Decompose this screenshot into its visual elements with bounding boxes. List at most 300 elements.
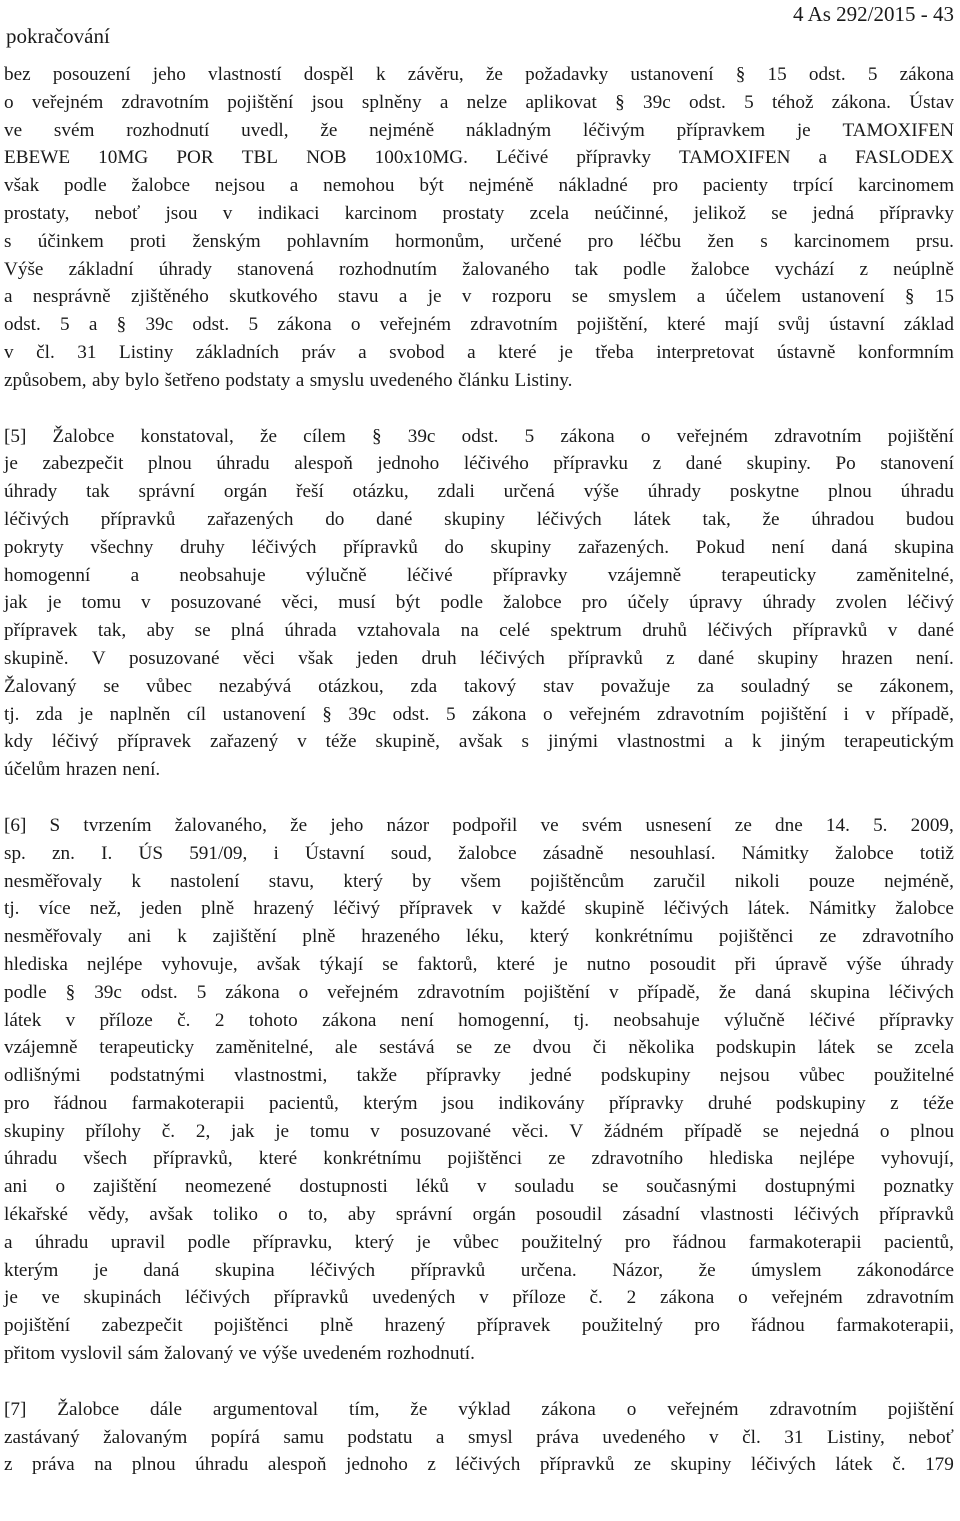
word: odst.: [689, 91, 726, 113]
word: které: [498, 341, 537, 363]
word: pojištěnci: [214, 1315, 289, 1337]
word: homogenní,: [458, 1009, 550, 1031]
word: indikovány: [498, 1092, 585, 1114]
word: takový: [463, 675, 517, 697]
word: dostupnými: [764, 1176, 856, 1198]
word: odst.: [808, 64, 846, 85]
word: V: [569, 1120, 584, 1142]
word: dané: [685, 453, 722, 475]
section-symbol: §: [371, 425, 382, 447]
word: usnesení: [645, 814, 712, 836]
word: proti: [129, 230, 167, 252]
word: č.: [177, 1009, 191, 1031]
word: pacientů,: [268, 1092, 339, 1114]
word: č.: [161, 1120, 176, 1142]
word: samu: [283, 1426, 324, 1448]
word: přípravků: [879, 1204, 954, 1226]
word: k: [376, 64, 386, 85]
word: druhy: [180, 536, 225, 558]
word: je: [47, 592, 62, 614]
word: ani: [127, 926, 152, 948]
word: nákladné: [558, 175, 628, 197]
word: zákona: [322, 1009, 377, 1031]
paragraph: [4, 426, 954, 787]
word: ze: [634, 1454, 652, 1476]
word: z: [4, 1454, 13, 1476]
word: nikoli: [734, 870, 780, 892]
word: aby: [347, 1204, 376, 1226]
word: v: [141, 592, 151, 614]
text-line: [4, 1427, 954, 1455]
word: o: [640, 425, 651, 447]
word: který: [343, 870, 383, 892]
word: hrazen: [841, 647, 893, 669]
word: pojištěnci: [447, 1148, 523, 1170]
word: a: [818, 147, 828, 169]
word: 5: [867, 64, 878, 85]
word: plně: [320, 1315, 354, 1337]
word: Po: [835, 453, 856, 475]
word: i: [273, 842, 279, 864]
word: úpravy: [689, 592, 743, 614]
word: ve: [540, 814, 559, 836]
word: je: [553, 953, 568, 975]
word: všechny: [90, 536, 154, 558]
word: se: [456, 1037, 473, 1059]
word: zn.: [52, 842, 75, 864]
word: přípravků: [539, 1454, 615, 1476]
word: případě: [684, 1120, 742, 1142]
word: výše: [262, 1343, 298, 1365]
word: který: [529, 926, 570, 948]
word: řádnou: [53, 1092, 108, 1114]
text-line: [4, 1343, 954, 1371]
word: přípravků,: [153, 1148, 233, 1170]
word: že: [290, 814, 308, 836]
word: pro: [4, 1092, 30, 1114]
word: úhrady: [900, 953, 954, 975]
word: ústavní: [829, 314, 885, 336]
word: plnou: [828, 481, 872, 503]
word: z: [859, 258, 869, 280]
word: látek: [4, 1009, 42, 1031]
word: odst.: [461, 425, 499, 447]
word: látek: [633, 508, 671, 530]
text-line: [4, 648, 954, 676]
word: určena.: [520, 1259, 577, 1281]
word: Výše: [4, 258, 44, 280]
text-line: [4, 370, 954, 398]
word: ÚS: [138, 842, 164, 864]
word: svém: [581, 814, 623, 836]
word: veřejném: [676, 425, 749, 447]
word: 39c: [145, 314, 174, 336]
word: jelikož: [693, 202, 746, 224]
word: pojištění: [887, 1398, 954, 1420]
word: závěru,: [407, 64, 464, 85]
word: zařazených.: [577, 536, 670, 558]
word: nesměřovaly: [4, 926, 103, 948]
word: nejméně: [369, 119, 435, 141]
word: léčivých: [794, 1204, 859, 1226]
word: stanovená: [237, 258, 314, 280]
word: které: [667, 314, 706, 336]
word: je: [275, 1120, 290, 1142]
word: či: [592, 1037, 607, 1059]
word: pojištění: [760, 703, 827, 725]
word: podle: [623, 258, 666, 280]
word: podle: [63, 175, 107, 197]
word: zjištěného: [131, 286, 209, 308]
word: TBL: [241, 147, 278, 169]
word: nejedná: [799, 1120, 860, 1142]
word: se: [762, 1120, 779, 1142]
word: je: [416, 1231, 431, 1253]
word: zákona: [560, 425, 615, 447]
word: dané: [917, 620, 954, 642]
word: je: [93, 1259, 108, 1281]
word: že: [485, 64, 503, 85]
text-line: [4, 1148, 954, 1176]
word: podle: [440, 592, 483, 614]
word: vlastnostmi: [617, 731, 706, 753]
word: 100x10MG.: [374, 147, 468, 169]
word: léčivých: [4, 508, 69, 530]
word: ve: [238, 1343, 257, 1365]
word: pohlavním: [286, 230, 369, 252]
word: smysl: [467, 1426, 513, 1448]
word: žalovaným: [103, 1426, 188, 1448]
word: 14.: [825, 814, 850, 836]
word: sám: [127, 1343, 159, 1365]
word: naplněn: [109, 703, 171, 725]
word: v: [492, 898, 502, 920]
text-line: [4, 481, 954, 509]
word: pro: [581, 592, 608, 614]
word: druh: [421, 647, 457, 669]
word: skupiny.: [746, 453, 811, 475]
word: hrazený: [253, 898, 315, 920]
word: 5: [248, 314, 259, 336]
word: soud,: [390, 842, 432, 864]
word: léčivé: [406, 564, 453, 586]
text-line: [4, 259, 954, 287]
text-line: [4, 64, 954, 92]
word: svobod: [389, 341, 445, 363]
word: že: [698, 1259, 716, 1281]
text-line: [4, 426, 954, 454]
word: úhradu: [35, 1231, 89, 1253]
word: 10MG: [98, 147, 149, 169]
word: uvedených: [372, 1287, 456, 1309]
text-line: [4, 1399, 954, 1427]
word: karcinomem: [793, 230, 890, 252]
word: rozporu: [491, 286, 552, 308]
word: smyslu: [309, 369, 365, 391]
word: přípravku: [553, 453, 629, 475]
word: ani: [4, 1176, 28, 1198]
word: jednoho: [377, 453, 440, 475]
paragraph-gap: [4, 787, 954, 815]
text-line: [4, 286, 954, 314]
word: léčivého: [463, 453, 529, 475]
word: 2,: [195, 1120, 211, 1142]
word: terapeuticky: [99, 1037, 195, 1059]
paragraph: [4, 64, 954, 398]
text-line: [4, 147, 954, 175]
word: zákonem,: [879, 675, 954, 697]
word: tak: [86, 481, 110, 503]
text-line: [4, 1260, 954, 1288]
word: daná: [143, 1259, 180, 1281]
word: kterým: [363, 1092, 418, 1114]
word: z: [652, 453, 662, 475]
text-line: [4, 342, 954, 370]
word: v: [479, 1287, 489, 1309]
word: přípravku,: [252, 1231, 333, 1253]
word: hrazený: [384, 1315, 446, 1337]
word: ze: [734, 814, 752, 836]
word: pojištěncům: [530, 870, 625, 892]
word: uvedeného: [369, 369, 453, 391]
word: výše: [583, 481, 619, 503]
word: určené: [510, 230, 562, 252]
word: zda: [410, 675, 438, 697]
text-line: [4, 620, 954, 648]
word: přípravky: [879, 202, 954, 224]
word: EBEWE: [4, 147, 71, 169]
word: zaměnitelné,: [215, 1037, 314, 1059]
word: není.: [915, 647, 954, 669]
text-line: [4, 565, 954, 593]
word: pro: [694, 1315, 720, 1337]
word: veřejném: [31, 91, 104, 113]
word: jiným: [780, 731, 826, 753]
word: smyslem: [608, 286, 677, 308]
word: mají: [724, 314, 759, 336]
word: veřejném: [771, 1287, 843, 1309]
word: nejlépe: [799, 1148, 855, 1170]
word: se: [382, 953, 399, 975]
word: nemohou: [323, 175, 395, 197]
word: alespoň: [267, 1454, 327, 1476]
word: skupinách: [83, 1287, 162, 1309]
word: bez: [4, 64, 31, 85]
word: každé: [520, 898, 566, 920]
word: pojištění: [887, 425, 954, 447]
word: do: [325, 508, 345, 530]
paragraph: [4, 1399, 954, 1482]
word: nesouhlasí.: [629, 842, 716, 864]
word: stanovení: [880, 453, 954, 475]
word: musí: [338, 592, 376, 614]
word: a: [4, 1231, 13, 1253]
word: se: [836, 675, 853, 697]
word: neobsahuje: [179, 564, 266, 586]
word: druhé: [708, 1092, 752, 1114]
word: FASLODEX: [855, 147, 954, 169]
word: tohoto: [248, 1009, 298, 1031]
word: posoudil: [536, 1204, 603, 1226]
word: a: [398, 286, 408, 308]
word: 5: [524, 425, 535, 447]
word: v: [709, 1426, 719, 1448]
word: terapeuticky: [721, 564, 817, 586]
word: I.: [101, 842, 113, 864]
word: ve: [41, 1287, 60, 1309]
word: to,: [307, 1204, 328, 1226]
word: pro: [587, 230, 614, 252]
word: zdravotního: [862, 926, 954, 948]
word: druhů: [642, 620, 687, 642]
word: 31: [784, 1426, 804, 1448]
word: spektrum: [550, 620, 622, 642]
word: interpretovat: [656, 341, 755, 363]
word: určená: [503, 481, 555, 503]
word: téhož: [771, 91, 814, 113]
word: skupiny: [4, 1120, 65, 1142]
word: a: [724, 731, 733, 753]
word: aby: [146, 620, 175, 642]
paragraph: [4, 815, 954, 1371]
word: jinými: [547, 731, 599, 753]
text-line: [4, 1010, 954, 1038]
word: účely: [627, 592, 669, 614]
word: odst.: [140, 981, 178, 1003]
word: že: [718, 981, 736, 1003]
word: zajištění: [93, 1176, 158, 1198]
word: řeší: [296, 481, 324, 503]
word: a: [289, 175, 299, 197]
text-line: [4, 92, 954, 120]
word: výlučně: [305, 564, 367, 586]
word: stavu,: [268, 870, 315, 892]
word: faktorů,: [417, 953, 478, 975]
word: dané: [697, 647, 735, 669]
word: v: [222, 202, 233, 224]
word: celé: [499, 620, 530, 642]
word: nákladným: [465, 119, 552, 141]
word: všech: [83, 1148, 128, 1170]
word: zaručil: [653, 870, 706, 892]
word: zdali: [437, 481, 475, 503]
word: totiž: [919, 842, 954, 864]
word: a: [88, 314, 98, 336]
word: zařazený: [210, 731, 279, 753]
word: léku,: [465, 926, 504, 948]
word: avšak: [458, 731, 503, 753]
word: se: [194, 620, 211, 642]
header-case-number: 4 As 292/2015 - 43: [792, 2, 954, 26]
word: správní: [395, 1204, 453, 1226]
word: skupiny: [490, 536, 552, 558]
word: dále: [150, 1398, 182, 1420]
word: budou: [905, 508, 954, 530]
word: léčivých: [251, 536, 317, 558]
word: látek.: [747, 898, 790, 920]
word: S: [49, 814, 61, 836]
section-symbol: §: [904, 286, 915, 308]
word: v: [65, 1009, 76, 1031]
word: zařazených: [207, 508, 294, 530]
word: POR: [176, 147, 214, 169]
word: sp.: [4, 842, 26, 864]
word: o: [626, 1398, 637, 1420]
word: přípravek: [4, 620, 78, 642]
word: současnými: [646, 1176, 737, 1198]
word: trpící: [792, 175, 834, 197]
word: v: [370, 1120, 380, 1142]
word: třeba: [595, 341, 634, 363]
word: argumentoval: [212, 1398, 319, 1420]
word: a: [435, 1426, 445, 1448]
word: žádném: [603, 1120, 664, 1142]
word: nutno: [586, 953, 631, 975]
word: přípravky: [609, 1092, 684, 1114]
word: dne: [775, 814, 803, 836]
word: že: [259, 425, 277, 447]
word: žalovaný: [164, 1343, 234, 1365]
word: více: [38, 898, 71, 920]
word: jak: [231, 1120, 255, 1142]
word: pacientů,: [884, 1231, 954, 1253]
word: o: [350, 314, 361, 336]
word: o: [4, 91, 14, 113]
word: přípravků: [343, 536, 418, 558]
word: nejsou: [214, 175, 265, 197]
word: použitelný: [581, 1315, 663, 1337]
word: neúplně: [893, 258, 954, 280]
word: článku: [457, 369, 510, 391]
document-body: [4, 64, 954, 1482]
word: žalovaného: [462, 258, 550, 280]
word: přitom: [4, 1343, 56, 1365]
text-line: [4, 1065, 954, 1093]
section-symbol: §: [65, 981, 76, 1003]
word: vyhovuje,: [161, 953, 238, 975]
word: tj.: [4, 898, 20, 920]
word: farmakoterapii: [131, 1092, 245, 1114]
word: léčivých: [888, 981, 954, 1003]
word: příloze: [512, 1287, 566, 1309]
word: tomu: [81, 592, 121, 614]
word: skupina: [214, 1259, 275, 1281]
word: látek: [817, 1037, 856, 1059]
word: ustanovení: [222, 703, 306, 725]
word: podstatnými: [109, 1065, 205, 1087]
word: z: [427, 1454, 436, 1476]
word: splněny: [361, 91, 422, 113]
word: úhradu: [4, 1148, 58, 1170]
word: zásadní: [622, 1204, 680, 1226]
word: neboť: [94, 202, 141, 224]
word: podskupiny: [600, 1065, 691, 1087]
text-line: [4, 731, 954, 759]
word: TAMOXIFEN: [679, 147, 791, 169]
word: názor: [386, 814, 430, 836]
word: Názor,: [612, 1259, 664, 1281]
word: cíl: [186, 703, 207, 725]
word: zastávaný: [4, 1426, 80, 1448]
word: se: [602, 1176, 619, 1198]
text-line: [4, 815, 954, 843]
text-line: [4, 898, 954, 926]
word: V: [91, 647, 106, 669]
word: uvedeném: [302, 1343, 382, 1365]
word: NOB: [306, 147, 347, 169]
word: dospěl: [303, 64, 354, 85]
word: o: [738, 1287, 748, 1309]
